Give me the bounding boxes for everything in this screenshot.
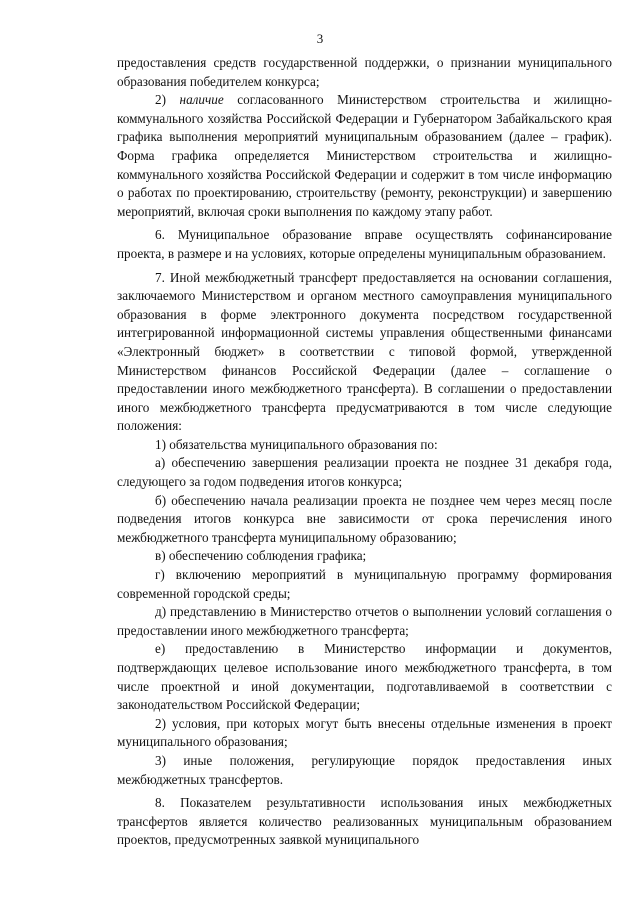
item-number: 2) — [155, 92, 180, 108]
paragraph-obligation-d: д) представлению в Министерство отчетов о выполнении условий соглашения о предоставлении иного межбюджетного трансферта; — [117, 604, 612, 638]
paragraph-item-2-conditions: 2) условия, при которых могут быть внесены отдельные изменения в проект муниципального образования; — [117, 715, 612, 750]
paragraph-item-2-schedule — [117, 91, 612, 221]
paragraph-continuation: предоставления средств государственной поддержки, о признании муниципального образования победителем конкурса; — [117, 55, 612, 89]
paragraph-obligation-g: г) включению мероприятий в муниципальную программу формирования современной городской среды; — [117, 567, 612, 601]
paragraph-section-6: 6. Муниципальное образование вправе осуществлять софинансирование проекта, в размере и на условиях, которые определены муниципальным образованием. — [117, 227, 612, 261]
paragraph-obligation-a: а) обеспечению завершения реализации проекта не позднее 31 декабря года, следующего за годом подведения итогов конкурса; — [117, 455, 612, 490]
page-number: 3 — [316, 31, 324, 46]
paragraph-obligation-e: е) предоставлению в Министерство информации и документов, подтверждающих целевое использование иного межбюджетного трансферта, в том числе проектной и иной документации, подготавливаемой в соответствии с законодательством Российской Федерации; — [117, 641, 612, 713]
paragraph-section-8: 8. Показателем результативности использования иных межбюджетных трансфертов является количество реализованных муниципальным образованием проектов, предусмотренных заявкой муниципального — [117, 795, 612, 848]
paragraph-section-7: 7. Иной межбюджетный трансферт предоставляется на основании соглашения, заключаемого Министерством и органом местного самоуправления муниципального образования в форме электронного документа посредством государственной интегрированной информационной системы управления общественными финансами «Электронный бюджет» в соответствии с типовой формой, утвержденной Министерством финансов Российской Федерации (далее – соглашение о предоставлении иного межбюджетного трансферта). В соглашении о предоставлении иного межбюджетного трансферта предусматриваются в том числе следующие положения: — [117, 269, 612, 434]
paragraph-item-3-other: 3) иные положения, регулирующие порядок предоставления иных межбюджетных трансфертов. — [117, 752, 612, 787]
paragraph-obligation-v: в) обеспечению соблюдения графика; — [155, 548, 367, 564]
document-body — [117, 54, 612, 850]
paragraph-obligations-heading: 1) обязательства муниципального образования по: — [155, 436, 438, 452]
emphasized-word: наличие — [179, 92, 224, 108]
paragraph-text: согласованного Министерством строительства и жилищно-коммунального хозяйства Российской Федерации и Губернатором Забайкальского края графика выполнения мероприятий муниципальным образованием (далее – график). Форма графика определяется Министерством строительства и жилищно-коммунального хозяйства Российской Федерации и содержит в том числе информацию о работах по проектированию, строительству (ремонту, реконструкции) и завершению мероприятий, включая сроки выполнения по каждому этапу работ. — [117, 92, 612, 219]
paragraph-obligation-b: б) обеспечению начала реализации проекта не позднее чем через месяц после подведения итогов конкурса вне зависимости от срока перечисления иного межбюджетного трансферта муниципальному образованию; — [117, 492, 612, 545]
